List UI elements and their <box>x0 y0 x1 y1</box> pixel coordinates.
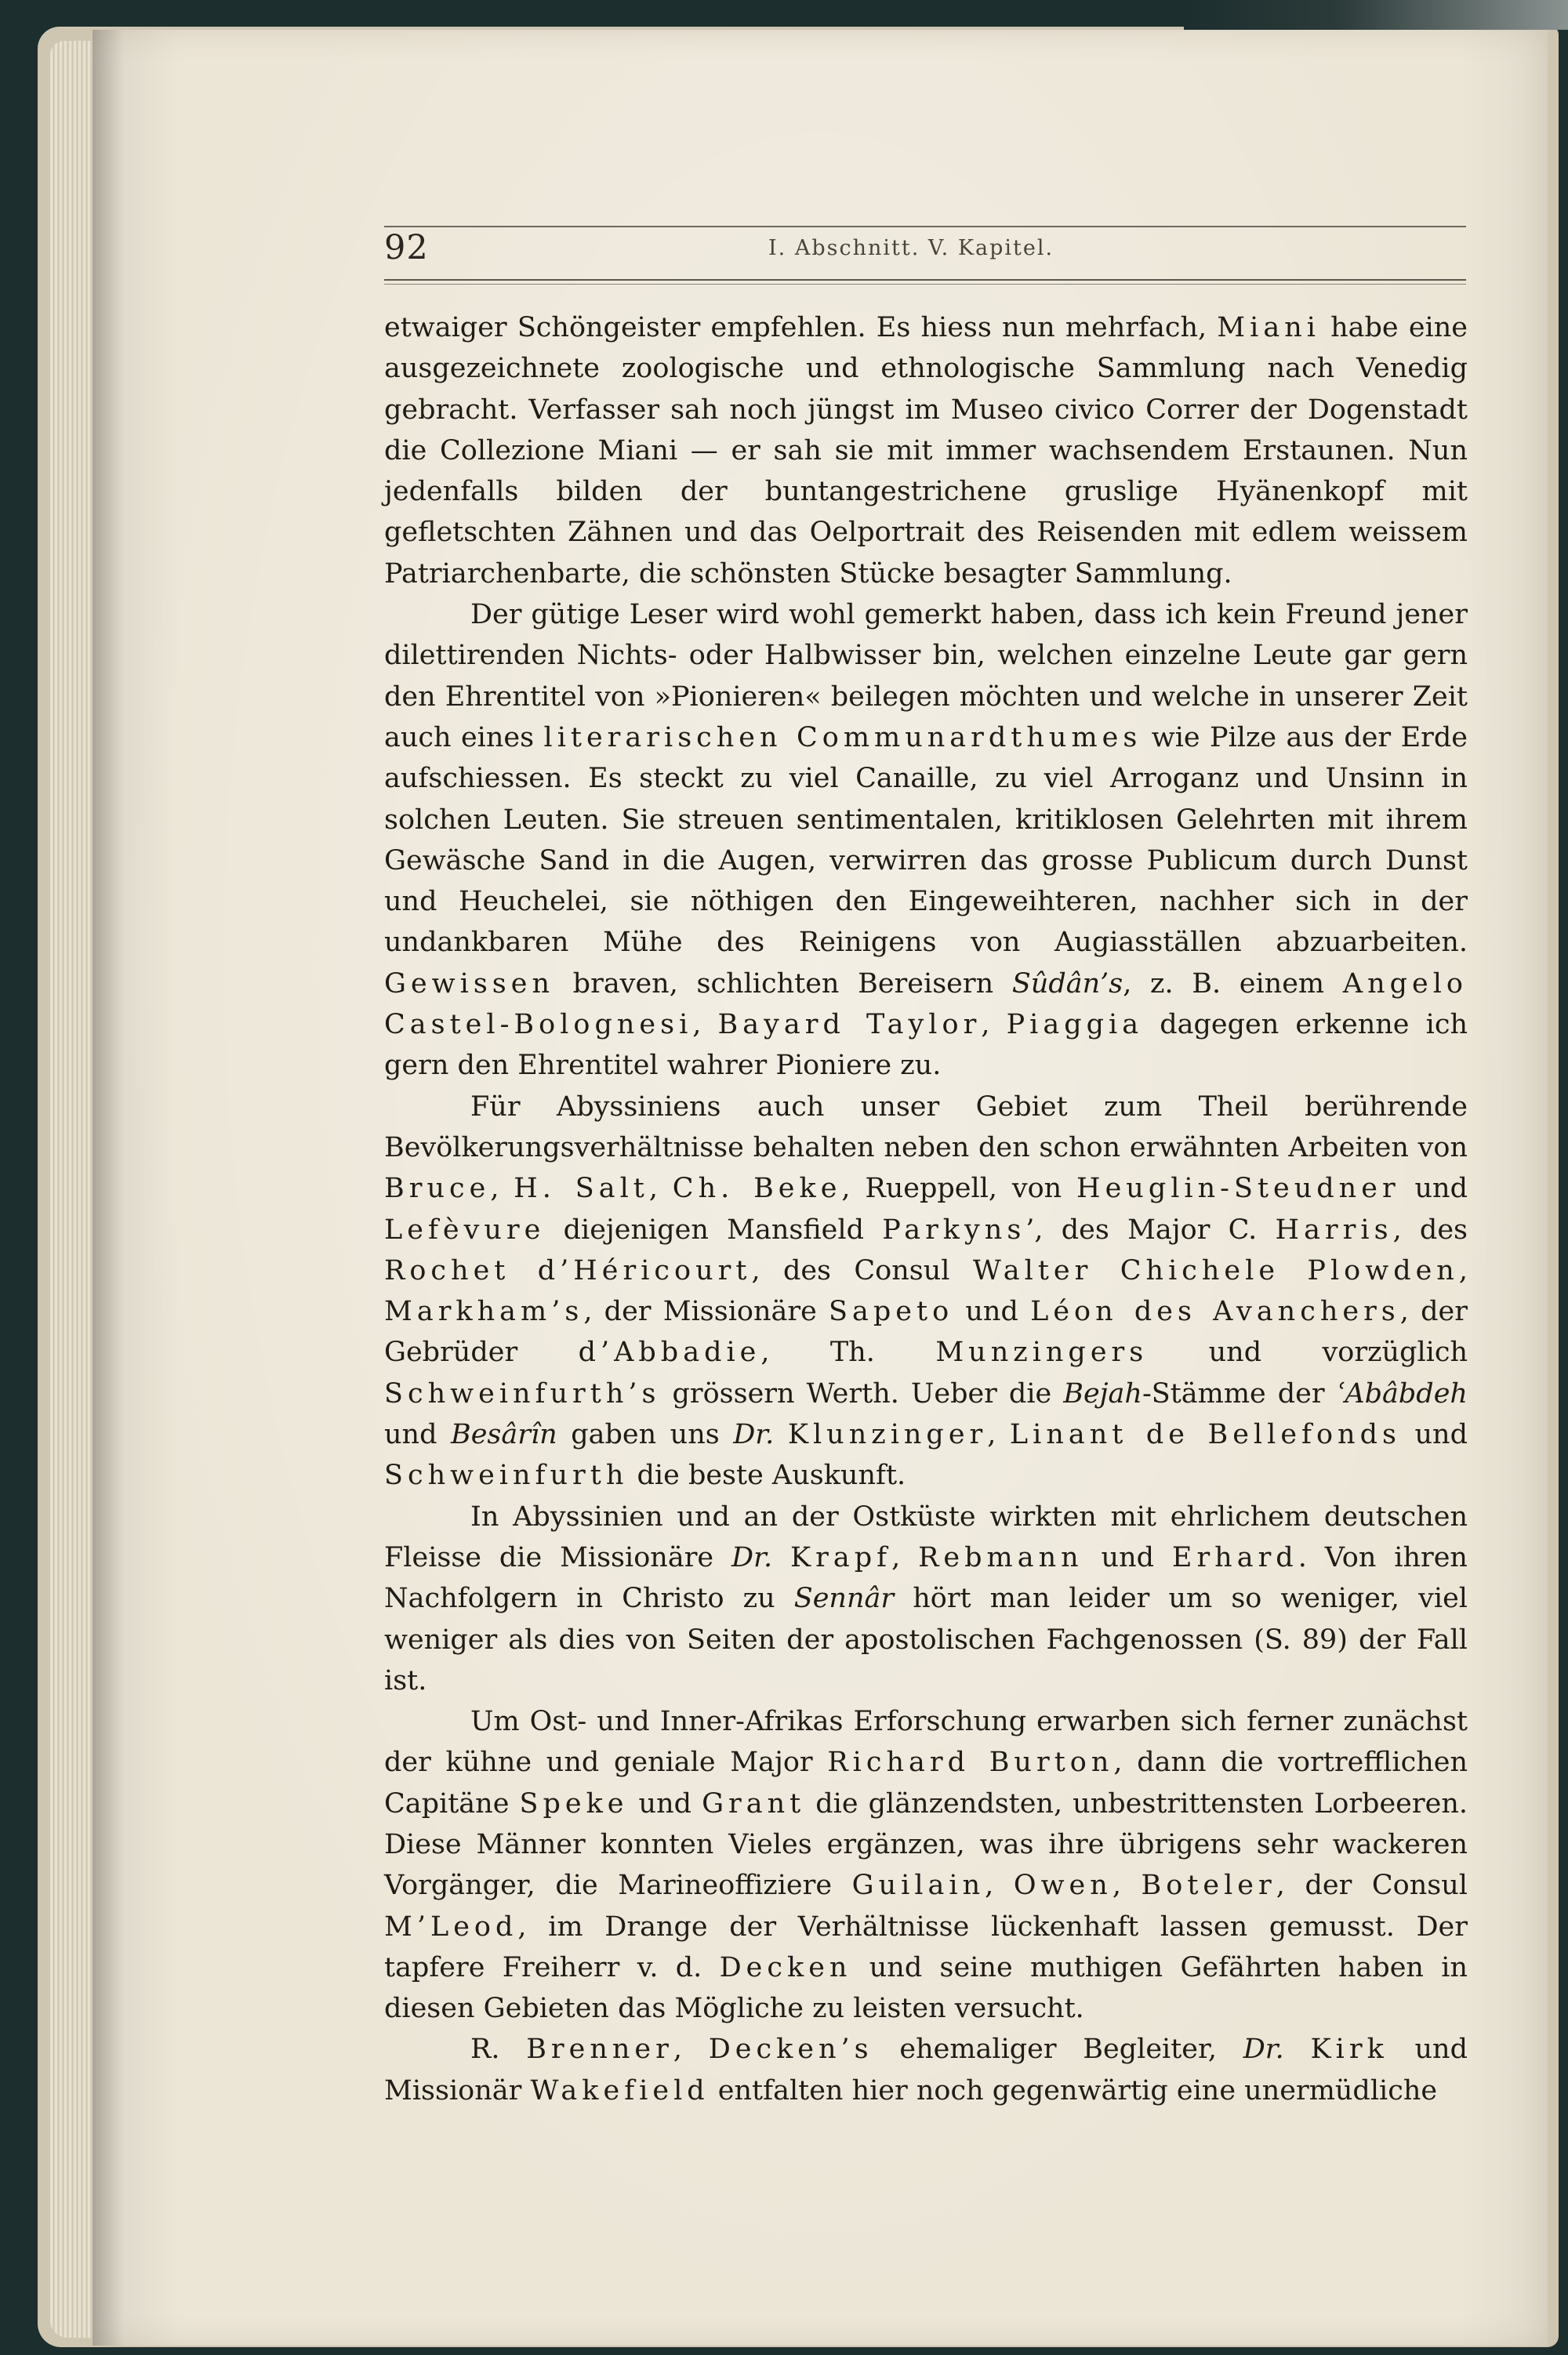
spaced-name: Erhard <box>1171 1541 1298 1573</box>
text-run: -Stämme der <box>1142 1377 1337 1410</box>
spaced-name: Grant <box>702 1787 806 1820</box>
text-run: , Th. <box>760 1337 936 1369</box>
text-run: grössern Werth. Ueber die <box>660 1377 1064 1410</box>
spaced-name: Heuglin-Steudner <box>1076 1173 1400 1205</box>
text-run: und <box>1400 1419 1468 1451</box>
text-run: und Missionär <box>384 2034 1468 2106</box>
text-run: Der gütige Leser wird wohl gemerkt haben, dass ich kein Freund jener dilettirenden Nichts- oder Halbwisser bin, welchen einzelne Leute gar gern den Ehrentitel von »Pionieren« beilegen möchten und welche in unserer Zeit auch eines <box>384 599 1468 753</box>
text-run: , des Consul <box>751 1254 973 1286</box>
italic-term: Sennâr <box>793 1583 895 1615</box>
italic-term: ʿAbâbdeh <box>1336 1377 1468 1410</box>
spaced-name: Lefèvure <box>384 1214 546 1246</box>
spaced-name: Speke <box>519 1787 629 1820</box>
spaced-name: Parkyns <box>882 1214 1026 1246</box>
spaced-name: Markham’s <box>384 1296 584 1328</box>
text-run: , der Gebrüder <box>384 1296 1468 1369</box>
spaced-name: Miani <box>1217 312 1320 343</box>
italic-term: Besârîn <box>451 1419 557 1451</box>
paragraph <box>384 594 1468 1087</box>
text-run: , <box>891 1541 919 1573</box>
spaced-name: Klunzinger <box>787 1419 988 1451</box>
text-run: , <box>985 1870 1014 1902</box>
spaced-name: Kirk <box>1310 2034 1388 2066</box>
page-number: 92 <box>384 228 429 267</box>
text-run: braven, schlichten Bereisern <box>554 967 1012 1000</box>
text-run: , <box>981 1009 1007 1041</box>
text-run: etwaiger Schöngeister empfehlen. Es hiess nun mehrfach, <box>384 312 1218 343</box>
spaced-name: Sapeto <box>829 1296 954 1328</box>
text-run <box>1284 2034 1311 2065</box>
text-run: und vorzüglich <box>1148 1337 1468 1369</box>
spaced-name: Guilain <box>851 1870 985 1902</box>
text-run: diejenigen Mansfield <box>545 1214 883 1246</box>
text-run: und seine muthigen Gefährten haben in diesen Gebieten das Mögliche zu leisten versucht. <box>384 1951 1468 2025</box>
text-run: dagegen erkenne ich gern den Ehrentitel wahrer Pioniere zu. <box>384 1009 1468 1082</box>
text-run: hört man leider um so weniger, viel weniger als dies von Seiten der apostolischen Fachgenossen (S. 89) der Fall ist. <box>384 1583 1468 1696</box>
paragraph <box>384 307 1468 594</box>
text-run: die beste Auskunft. <box>628 1460 906 1492</box>
text-run: , Rueppell, von <box>841 1173 1077 1205</box>
text-run: die glänzendsten, unbestrittensten Lorbeeren. Diese Männer konnten Vieles ergänzen, was ihre übrigens sehr wackeren Vorgänger, die Marineoffiziere <box>384 1787 1468 1902</box>
text-run: entfalten hier noch gegenwärtig eine unermüdliche <box>709 2074 1438 2106</box>
running-head: I. Abschnitt. V. Kapitel. <box>768 236 1054 260</box>
text-run <box>774 1419 788 1450</box>
text-run: Um Ost- und Inner-Afrikas Erforschung erwarben sich ferner zunächst der kühne und geniale Major <box>384 1706 1468 1779</box>
spaced-name: Harris <box>1275 1214 1393 1246</box>
italic-term: Dr. <box>733 1419 775 1451</box>
spaced-name: Krapf <box>789 1541 892 1573</box>
italic-term: Bejah <box>1063 1377 1142 1410</box>
spaced-name: Bayard Taylor <box>717 1009 982 1041</box>
body-text <box>384 307 1468 2111</box>
text-run: , der Missionäre <box>583 1296 829 1328</box>
paragraph <box>384 2029 1468 2111</box>
text-run: , des <box>1392 1214 1468 1246</box>
spaced-name: Rebmann <box>918 1541 1083 1573</box>
page-header <box>384 223 1466 272</box>
spaced-name: M’Leod <box>384 1910 518 1943</box>
spaced-name: Brenner <box>526 2034 673 2066</box>
spaced-name: Owen <box>1013 1870 1112 1902</box>
spaced-name: Richard Burton <box>827 1747 1114 1779</box>
spaced-name: Schweinfurth <box>384 1460 629 1492</box>
spaced-name: Decken <box>719 1951 852 1983</box>
text-run: gaben uns <box>557 1419 734 1451</box>
text-run: , dann die vortrefflichen Capitäne <box>384 1747 1468 1820</box>
spaced-name: literarischen Communardthumes <box>543 721 1142 753</box>
spaced-name: Decken’s <box>708 2034 873 2066</box>
text-run <box>772 1542 790 1573</box>
text-run: und <box>384 1419 451 1451</box>
text-run: Für Abyssiniens auch unser Gebiet zum Theil berührende Bevölkerungsverhältnisse behalten neben den schon erwähnten Arbeiten von <box>384 1090 1468 1163</box>
text-run: ’, des Major C. <box>1025 1214 1276 1246</box>
header-rule-bottom-thin <box>384 284 1466 285</box>
spaced-name: Linant de Bellefonds <box>1009 1419 1401 1451</box>
text-run: , <box>692 1009 718 1041</box>
header-rule-bottom <box>384 279 1466 281</box>
spaced-name: Gewissen <box>384 967 555 1000</box>
text-run: . Von ihren Nachfolgern in Christo zu <box>384 1541 1468 1615</box>
text-run: und <box>628 1787 702 1820</box>
spaced-name: Schweinfurth’s <box>384 1377 661 1410</box>
text-run: und <box>1399 1173 1468 1205</box>
spaced-name: Munzingers <box>935 1337 1149 1369</box>
text-run: , der Consul <box>1276 1870 1468 1902</box>
spaced-name: Walter Chichele Plowden <box>972 1254 1459 1286</box>
scan-corner <box>1184 0 1568 30</box>
spaced-name: Rochet d’Héricourt <box>384 1254 752 1286</box>
italic-term: Dr. <box>731 1541 773 1573</box>
text-run: In Abyssinien und an der Ostküste wirkten mit ehrlichem deutschen Fleisse die Missionäre <box>384 1500 1468 1573</box>
spaced-name: Piaggia <box>1006 1009 1144 1041</box>
text-run: , <box>1458 1254 1468 1286</box>
spaced-name: Ch. Beke <box>672 1173 842 1205</box>
text-run: , im Drange der Verhältnisse lückenhaft lassen gemusst. Der tapfere Freiherr v. d. <box>384 1910 1468 1983</box>
spaced-name: Bruce <box>384 1173 491 1205</box>
text-run: R. <box>470 2034 527 2066</box>
text-run: , <box>1112 1870 1142 1902</box>
spaced-name: d’Abbadie <box>578 1337 761 1369</box>
text-run: ehemaliger Begleiter, <box>873 2034 1243 2066</box>
text-run: , z. B. einem <box>1123 967 1343 1000</box>
spaced-name: Wakefield <box>530 2074 710 2106</box>
text-run: wie Pilze aus der Erde aufschiessen. Es steckt zu viel Canaille, zu viel Arroganz und Unsinn in solchen Leuten. Sie streuen sentimentalen, kritiklosen Gelehrten mit ihrem Gewäsche Sand in die Augen, verwirren das grosse Publicum durch Dunst und Heuchelei, sie nöthigen den Eingeweihteren, nachher sich in der undankbaren Mühe des Reinigens von Augiasställen abzuarbeiten. <box>384 721 1468 959</box>
text-run: , <box>490 1173 514 1205</box>
spaced-name: Angelo Castel-Bolognesi <box>384 967 1468 1041</box>
spine-shadow <box>93 30 124 2346</box>
spaced-name: H. Salt <box>514 1173 649 1205</box>
paragraph <box>384 1701 1468 2029</box>
spaced-name: Léon des Avanchers <box>1030 1296 1400 1328</box>
text-run: , <box>673 2034 709 2066</box>
text-run: und <box>953 1296 1031 1328</box>
text-run: und <box>1083 1541 1172 1573</box>
paragraph <box>384 1497 1468 1701</box>
text-run: habe eine ausgezeichnete zoologische und ethnologische Sammlung nach Venedig gebracht. Verfasser sah noch jüngst im Museo civico Correr der Dogenstadt die Collezione Miani — er sah sie mit immer wachsendem Erstaunen. Nun jedenfalls bilden der buntangestrichene gruslige Hyänenkopf mit gefletschten Zähnen und das Oelportrait des Reisenden mit edlem weissem Patriarchenbarte, die schönsten Stücke besagter Sammlung. <box>384 312 1468 590</box>
spaced-name: Boteler <box>1141 1870 1276 1902</box>
italic-term: Dr. <box>1243 2034 1284 2066</box>
italic-term: Sûdân’s <box>1011 967 1123 1000</box>
text-run: , <box>987 1419 1010 1451</box>
text-run: , <box>648 1173 673 1205</box>
paragraph <box>384 1087 1468 1497</box>
